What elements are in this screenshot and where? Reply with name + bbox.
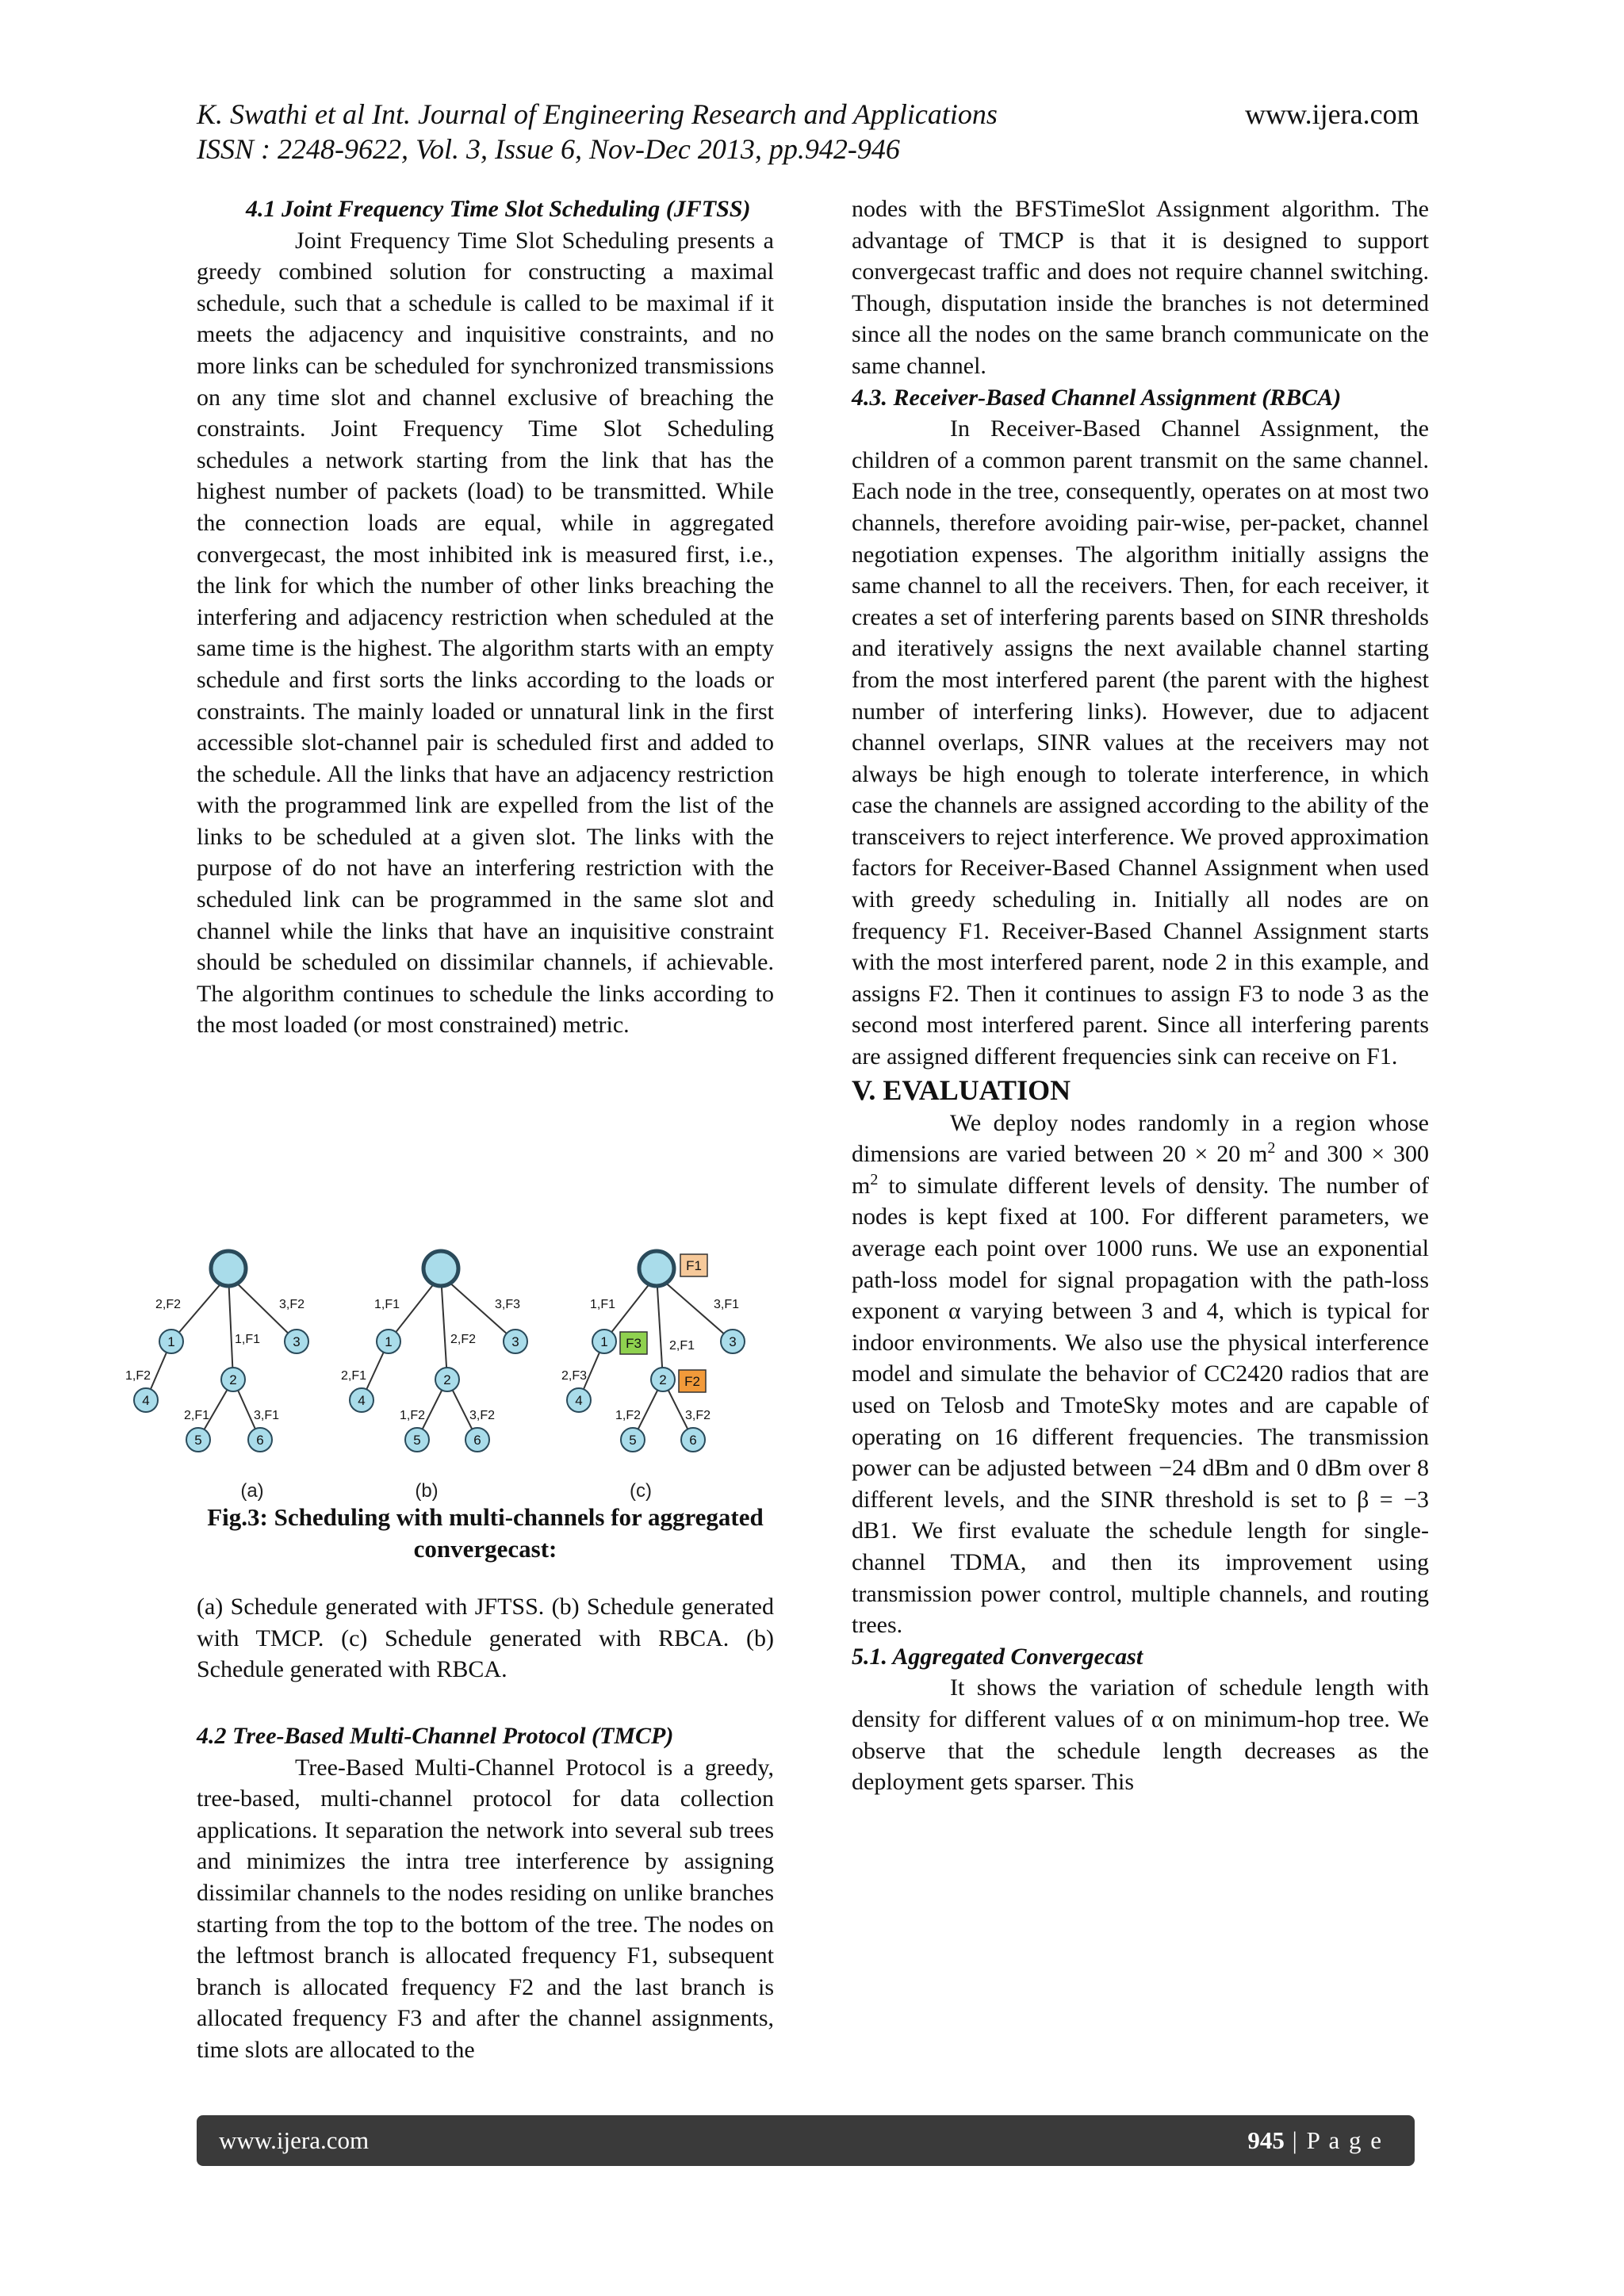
svg-text:1,F2: 1,F2 [400,1409,426,1422]
figure-3-trees [117,1245,740,1506]
svg-text:6: 6 [256,1433,264,1448]
section-4-3-title: 4.3. Receiver-Based Channel Assignment (RBCA) [852,384,1342,411]
svg-text:3,F3: 3,F3 [495,1298,521,1311]
svg-text:3,F2: 3,F2 [279,1298,305,1311]
header-website-link[interactable]: www.ijera.com [1245,98,1419,130]
tmcp-continuation: nodes with the BFSTimeSlot Assignment algorithm. The advantage of TMCP is that it is designed to support convergecast traffic and does not require channel switching. Though, disputation inside the branches is not determined since all the nodes on the same branch communicate on the same channel. [852,196,1429,379]
svg-text:4: 4 [142,1393,150,1408]
svg-text:F3: F3 [626,1336,642,1351]
svg-text:3,F2: 3,F2 [685,1409,711,1422]
svg-text:2,F2: 2,F2 [450,1333,477,1346]
section-5-1-body: It shows the variation of schedule length with density for different values of α on minimum-hop tree. We observe that the schedule length decreases as the deployment gets sparser. This [852,1674,1429,1796]
label-b: (b) [415,1480,439,1502]
left-column-lower [197,1720,774,2066]
svg-text:2,F1: 2,F1 [184,1409,210,1422]
svg-text:2: 2 [229,1372,237,1387]
svg-text:3: 3 [729,1334,737,1349]
label-c: (c) [630,1480,652,1502]
section-5-body: We deploy nodes randomly in a region whose dimensions are varied between 20 × 20 $m^2$ and 300 × 300 $m^2$ to simulate different levels of density. The number of nodes is kept fixed at 100. For different parameters, we average each point over 1000 runs. We use an exponential path-loss model for signal propagation with the path-loss exponent α varying between 3 and 4, which is typical for indoor environments. We also use the physical interference model and simulate the behavior of CC2420 radios that are used on Telosb and TmoteSky motes and are capable of operating on 16 different frequencies. The transmission power can be adjusted between −24 dBm and 0 dBm over 8 different levels, and the SINR threshold is set to β = −3 dB1. We first evaluate the schedule length for single-channel TDMA, and then its improvement using transmission power control, multiple channels, and routing trees. [852,1109,1429,1639]
sink-node-b [423,1251,458,1286]
svg-text:F1: F1 [686,1258,702,1273]
left-column [197,193,774,1041]
svg-text:5: 5 [194,1433,202,1448]
svg-text:2,F1: 2,F1 [341,1369,367,1383]
svg-text:3: 3 [293,1334,301,1349]
svg-text:1,F2: 1,F2 [125,1369,151,1383]
svg-text:4: 4 [575,1393,583,1408]
svg-text:F2: F2 [684,1374,700,1389]
section-4-1-body: Joint Frequency Time Slot Scheduling presents a greedy combined solution for constructing a maximal schedule, such that a schedule is called to be maximal if it meets the adjacency and inquisitive constraints, and no more links can be scheduled for synchronized transmissions on any time slot and channel exclusive of breaching the constraints. Joint Frequency Time Slot Scheduling schedules a network starting from the link that has the highest number of packets (load) to be transmitted. While the connection loads are equal, while in aggregated convergecast, the most inhibited ink is measured first, i.e., the link for which the number of other links breaching the interfering and adjacency restriction when scheduled at the same time is the highest. The algorithm starts with an empty schedule and first sorts the links according to the loads or constraints. The mainly loaded or unnatural link in the first accessible slot-channel pair is scheduled first and added to the schedule. All the links that have an adjacency restriction with the programmed link are expelled from the list of the links to be scheduled at a given slot. The links with the purpose of do not have an interfering restriction with the scheduled link can be programmed in the same slot and channel while the links that have an inquisitive constraint should be scheduled on dissimilar channels, if achievable. The algorithm continues to schedule the links according to the most loaded (or most constrained) metric. [197,227,774,1039]
page-footer [197,2115,1415,2166]
section-4-2-body: Tree-Based Multi-Channel Protocol is a greedy, tree-based, multi-channel protocol for data collection applications. It separation the network into several sub trees and minimizes the intra tree interference by assigning dissimilar channels to the nodes residing on unlike branches starting from the top to the bottom of the tree. The nodes on the leftmost branch is allocated frequency F1, subsequent branch is allocated frequency F2 and the last branch is allocated frequency F3 and after the channel assignments, time slots are allocated to the [197,1754,774,2063]
section-4-3-body: In Receiver-Based Channel Assignment, the children of a common parent transmit on the same channel. Each node in the tree, consequently, operates on at most two channels, therefore avoiding pair-wise, per-packet, channel negotiation expenses. The algorithm initially assigns the same channel to all the receivers. Then, for each receiver, it creates a set of interfering parents based on SINR thresholds and iteratively assigns the next available channel starting from the most interfered parent (the parent with the highest number of interfering links). However, due to adjacent channel overlaps, SINR values at the receivers may not always be high enough to tolerate interference, in which case the channels are assigned according to the ability of the transceivers to reject interference. We proved approximation factors for Receiver-Based Channel Assignment when used with greedy scheduling in. Initially all nodes are on frequency F1. Receiver-Based Channel Assignment starts with the most interfered parent, node 2 in this example, and assigns F2. Then it continues to assign F3 to node 3 as the second most interfered parent. Since all interfering parents are assigned different frequencies sink can receive on F1. [852,415,1429,1070]
svg-text:2,F1: 2,F1 [669,1339,695,1353]
sink-node-c [639,1251,674,1286]
svg-text:1,F1: 1,F1 [235,1333,261,1346]
svg-text:6: 6 [473,1433,481,1448]
label-a: (a) [240,1480,264,1502]
section-5-title: V. EVALUATION [852,1073,1071,1106]
footer-website-link[interactable]: www.ijera.com [219,2126,370,2154]
svg-text:4: 4 [358,1393,366,1408]
svg-text:2: 2 [443,1372,451,1387]
figure-caption: Fig.3: Scheduling with multi-channels for aggregated convergecast: [207,1503,764,1563]
section-4-1-title: 4.1 Joint Frequency Time Slot Scheduling (JFTSS) [246,196,751,222]
svg-text:3,F1: 3,F1 [254,1409,280,1422]
sink-node-a [211,1251,246,1286]
svg-text:1,F2: 1,F2 [615,1409,642,1422]
svg-text:5: 5 [629,1433,637,1448]
right-column [852,193,1429,1798]
page-number: 945 | P a g e [1247,2126,1383,2154]
figure-description: (a) Schedule generated with JFTSS. (b) Schedule generated with TMCP. (c) Schedule generated with RBCA. (b) Schedule generated with RBCA. [197,1594,774,1683]
svg-text:5: 5 [413,1433,421,1448]
svg-text:2,F2: 2,F2 [155,1298,182,1311]
issn-line: ISSN : 2248-9622, Vol. 3, Issue 6, Nov-Dec 2013, pp.942-946 [197,133,900,165]
svg-text:3,F2: 3,F2 [469,1409,496,1422]
svg-text:3,F1: 3,F1 [714,1298,740,1311]
svg-text:1,F1: 1,F1 [374,1298,400,1311]
section-5-1-title: 5.1. Aggregated Convergecast [852,1643,1143,1670]
svg-text:1,F1: 1,F1 [590,1298,616,1311]
section-4-2-title: 4.2 Tree-Based Multi-Channel Protocol (TMCP) [197,1723,674,1749]
svg-text:3: 3 [511,1334,519,1349]
journal-title: K. Swathi et al Int. Journal of Engineering Research and Applications [197,98,998,130]
svg-text:1: 1 [600,1334,608,1349]
svg-text:1: 1 [385,1334,393,1349]
svg-text:1: 1 [167,1334,175,1349]
svg-text:2: 2 [659,1372,667,1387]
svg-text:6: 6 [689,1433,697,1448]
svg-text:2,F3: 2,F3 [561,1369,588,1383]
